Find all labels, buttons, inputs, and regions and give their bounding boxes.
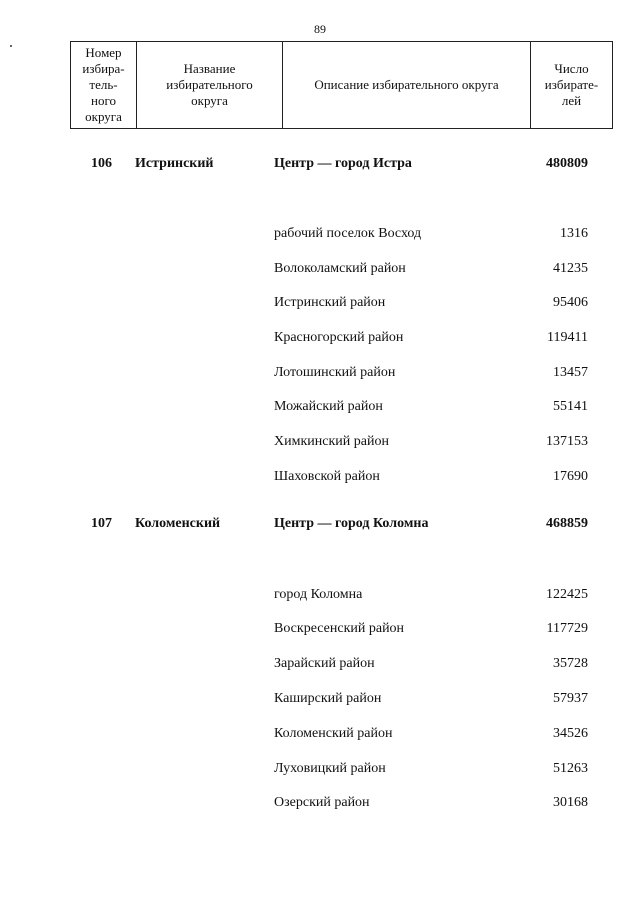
header-district-number: Номер избира- тель- ного округа bbox=[71, 42, 137, 129]
unit-row bbox=[0, 226, 640, 246]
unit-voters: 41235 bbox=[553, 261, 588, 276]
unit-voters: 122425 bbox=[546, 587, 588, 602]
unit-name: Воскресенский район bbox=[274, 621, 405, 636]
district-voters: 480809 bbox=[546, 156, 588, 171]
unit-name: Лотошинский район bbox=[274, 365, 396, 380]
table-header bbox=[70, 41, 613, 129]
unit-name: Химкинский район bbox=[274, 434, 389, 449]
header-voter-count: Число избирате- лей bbox=[531, 42, 613, 129]
district-row bbox=[0, 156, 640, 176]
unit-name: рабочий поселок Восход bbox=[274, 226, 422, 241]
unit-name: Озерский район bbox=[274, 795, 370, 810]
unit-voters: 34526 bbox=[553, 726, 588, 741]
unit-name: Красногорский район bbox=[274, 330, 404, 345]
unit-row bbox=[0, 691, 640, 711]
unit-name: Можайский район bbox=[274, 399, 383, 414]
district-row bbox=[0, 516, 640, 536]
unit-row bbox=[0, 656, 640, 676]
unit-row bbox=[0, 330, 640, 350]
unit-name: Шаховской район bbox=[274, 469, 380, 484]
header-district-name: Название избирательного округа bbox=[137, 42, 283, 129]
district-center: Центр — город Истра bbox=[274, 156, 412, 171]
unit-row bbox=[0, 434, 640, 454]
unit-name: Каширский район bbox=[274, 691, 382, 706]
unit-voters: 137153 bbox=[546, 434, 588, 449]
district-voters: 468859 bbox=[546, 516, 588, 531]
unit-voters: 13457 bbox=[553, 365, 588, 380]
unit-voters: 57937 bbox=[553, 691, 588, 706]
district-center: Центр — город Коломна bbox=[274, 516, 429, 531]
unit-voters: 35728 bbox=[553, 656, 588, 671]
unit-voters: 1316 bbox=[560, 226, 588, 241]
district-name: Истринский bbox=[135, 156, 214, 171]
unit-name: город Коломна bbox=[274, 587, 363, 602]
unit-name: Зарайский район bbox=[274, 656, 375, 671]
unit-row bbox=[0, 726, 640, 746]
unit-name: Коломенский район bbox=[274, 726, 393, 741]
unit-voters: 55141 bbox=[553, 399, 588, 414]
unit-row bbox=[0, 261, 640, 281]
unit-voters: 117729 bbox=[546, 621, 588, 636]
district-name: Коломенский bbox=[135, 516, 221, 531]
unit-voters: 30168 bbox=[553, 795, 588, 810]
unit-voters: 119411 bbox=[547, 330, 588, 345]
district-number: 107 bbox=[91, 516, 112, 531]
unit-name: Истринский район bbox=[274, 295, 386, 310]
unit-row bbox=[0, 621, 640, 641]
unit-voters: 95406 bbox=[553, 295, 588, 310]
header-district-description: Описание избирательного округа bbox=[283, 42, 531, 129]
unit-row bbox=[0, 399, 640, 419]
district-number: 106 bbox=[91, 156, 112, 171]
unit-row bbox=[0, 469, 640, 489]
unit-row bbox=[0, 795, 640, 815]
unit-row bbox=[0, 761, 640, 781]
margin-mark bbox=[10, 45, 12, 47]
unit-name: Луховицкий район bbox=[274, 761, 386, 776]
unit-row bbox=[0, 365, 640, 385]
unit-row bbox=[0, 295, 640, 315]
unit-row bbox=[0, 587, 640, 607]
unit-voters: 51263 bbox=[553, 761, 588, 776]
unit-name: Волоколамский район bbox=[274, 261, 406, 276]
unit-voters: 17690 bbox=[553, 469, 588, 484]
page-number: 89 bbox=[314, 22, 326, 36]
